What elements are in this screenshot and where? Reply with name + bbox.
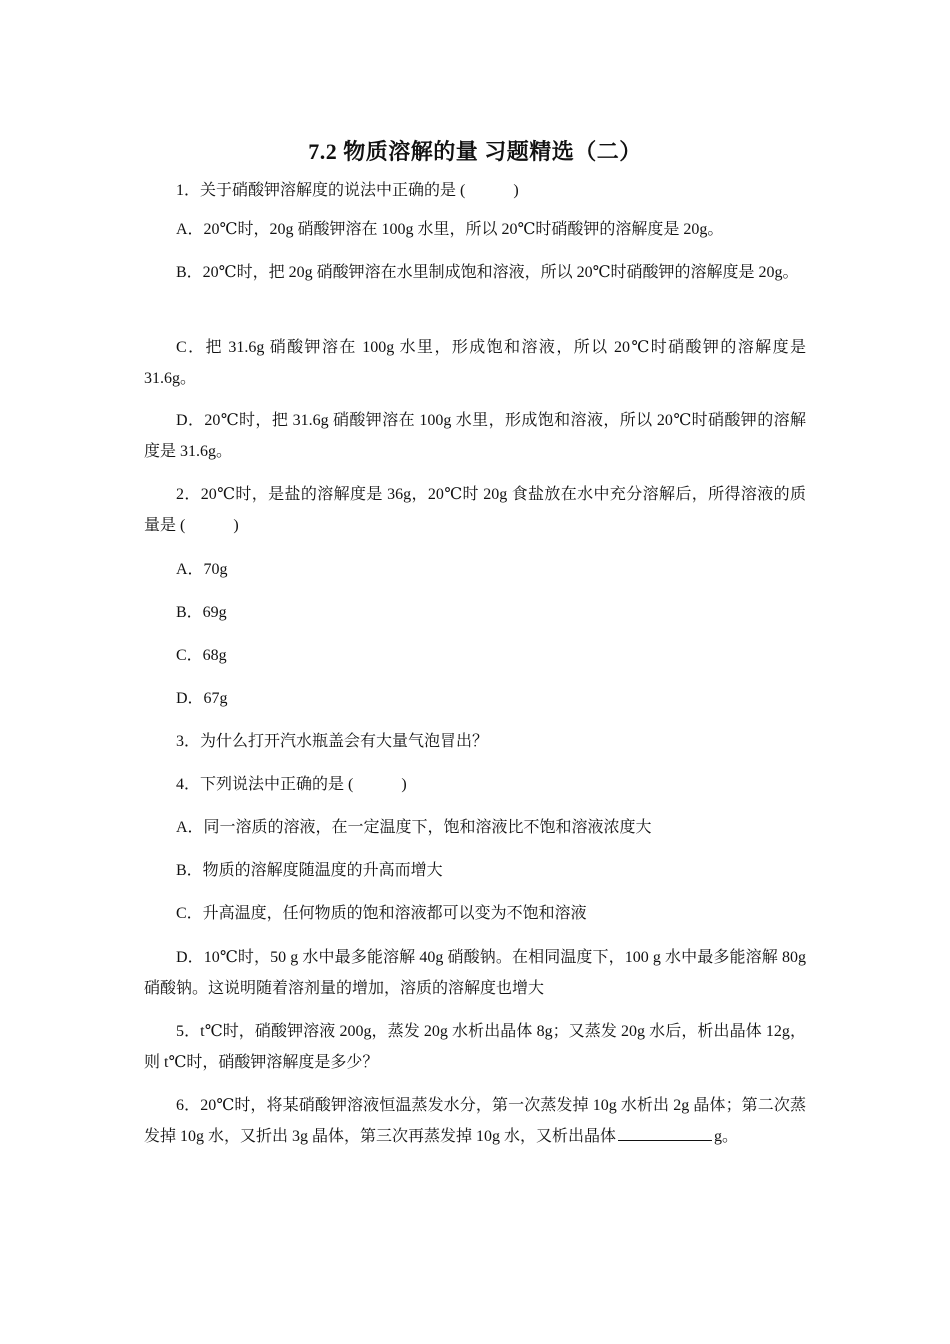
question-3-stem: 3．为什么打开汽水瓶盖会有大量气泡冒出？ (176, 733, 489, 750)
question-6-stem: 6．20℃时，将某硝酸钾溶液恒温蒸发水分，第一次蒸发掉 10g 水析出 2g 晶体；第二次蒸发掉 10g 水，又折出 3g 晶体，第三次再蒸发掉 10g 水，又析出晶体 (144, 1097, 806, 1145)
question-6-unit: g。 (714, 1128, 739, 1145)
question-2-option-d: D．67g (176, 690, 228, 707)
question-2-stem: 2．20℃时，是盐的溶解度是 36g，20℃时 20g 食盐放在水中充分溶解后，所得溶液的质量是 ( ) (144, 486, 806, 534)
answer-blank[interactable] (618, 1126, 712, 1141)
question-2-option-a: A．70g (176, 561, 228, 578)
question-4-stem: 4．下列说法中正确的是 ( ) (176, 776, 407, 793)
question-2-option-b: B．69g (176, 604, 227, 621)
question-2-option-c: C．68g (176, 647, 227, 664)
question-6 (144, 1090, 806, 1152)
question-1-stem: 1．关于硝酸钾溶解度的说法中正确的是 ( ) (176, 182, 519, 199)
question-1-option-b: B．20℃时，把 20g 硝酸钾溶在水里制成饱和溶液，所以 20℃时硝酸钾的溶解度是 20g。 (176, 264, 799, 281)
question-1-option-c: C．把 31.6g 硝酸钾溶在 100g 水里，形成饱和溶液，所以 20℃时硝酸钾的溶解度是 31.6g。 (144, 339, 806, 387)
question-4-option-a: A．同一溶质的溶液，在一定温度下，饱和溶液比不饱和溶液浓度大 (176, 819, 652, 836)
question-4-option-b: B．物质的溶解度随温度的升高而增大 (176, 862, 443, 879)
question-1-option-a: A．20℃时，20g 硝酸钾溶在 100g 水里，所以 20℃时硝酸钾的溶解度是 20g。 (176, 221, 724, 238)
question-4-option-d: D．10℃时，50 g 水中最多能溶解 40g 硝酸钠。在相同温度下，100 g 水中最多能溶解 80g 硝酸钠。这说明随着溶剂量的增加，溶质的溶解度也增大 (144, 949, 806, 997)
page-title: 7.2 物质溶解的量 习题精选（二） (308, 139, 642, 164)
question-5-stem: 5．t℃时，硝酸钾溶液 200g，蒸发 20g 水析出晶体 8g；又蒸发 20g 水后，析出晶体 12g，则 t℃时，硝酸钾溶解度是多少？ (144, 1023, 806, 1071)
question-1-option-d: D．20℃时，把 31.6g 硝酸钾溶在 100g 水里，形成饱和溶液，所以 20℃时硝酸钾的溶解度是 31.6g。 (144, 412, 806, 460)
question-4-option-c: C．升高温度，任何物质的饱和溶液都可以变为不饱和溶液 (176, 905, 587, 922)
